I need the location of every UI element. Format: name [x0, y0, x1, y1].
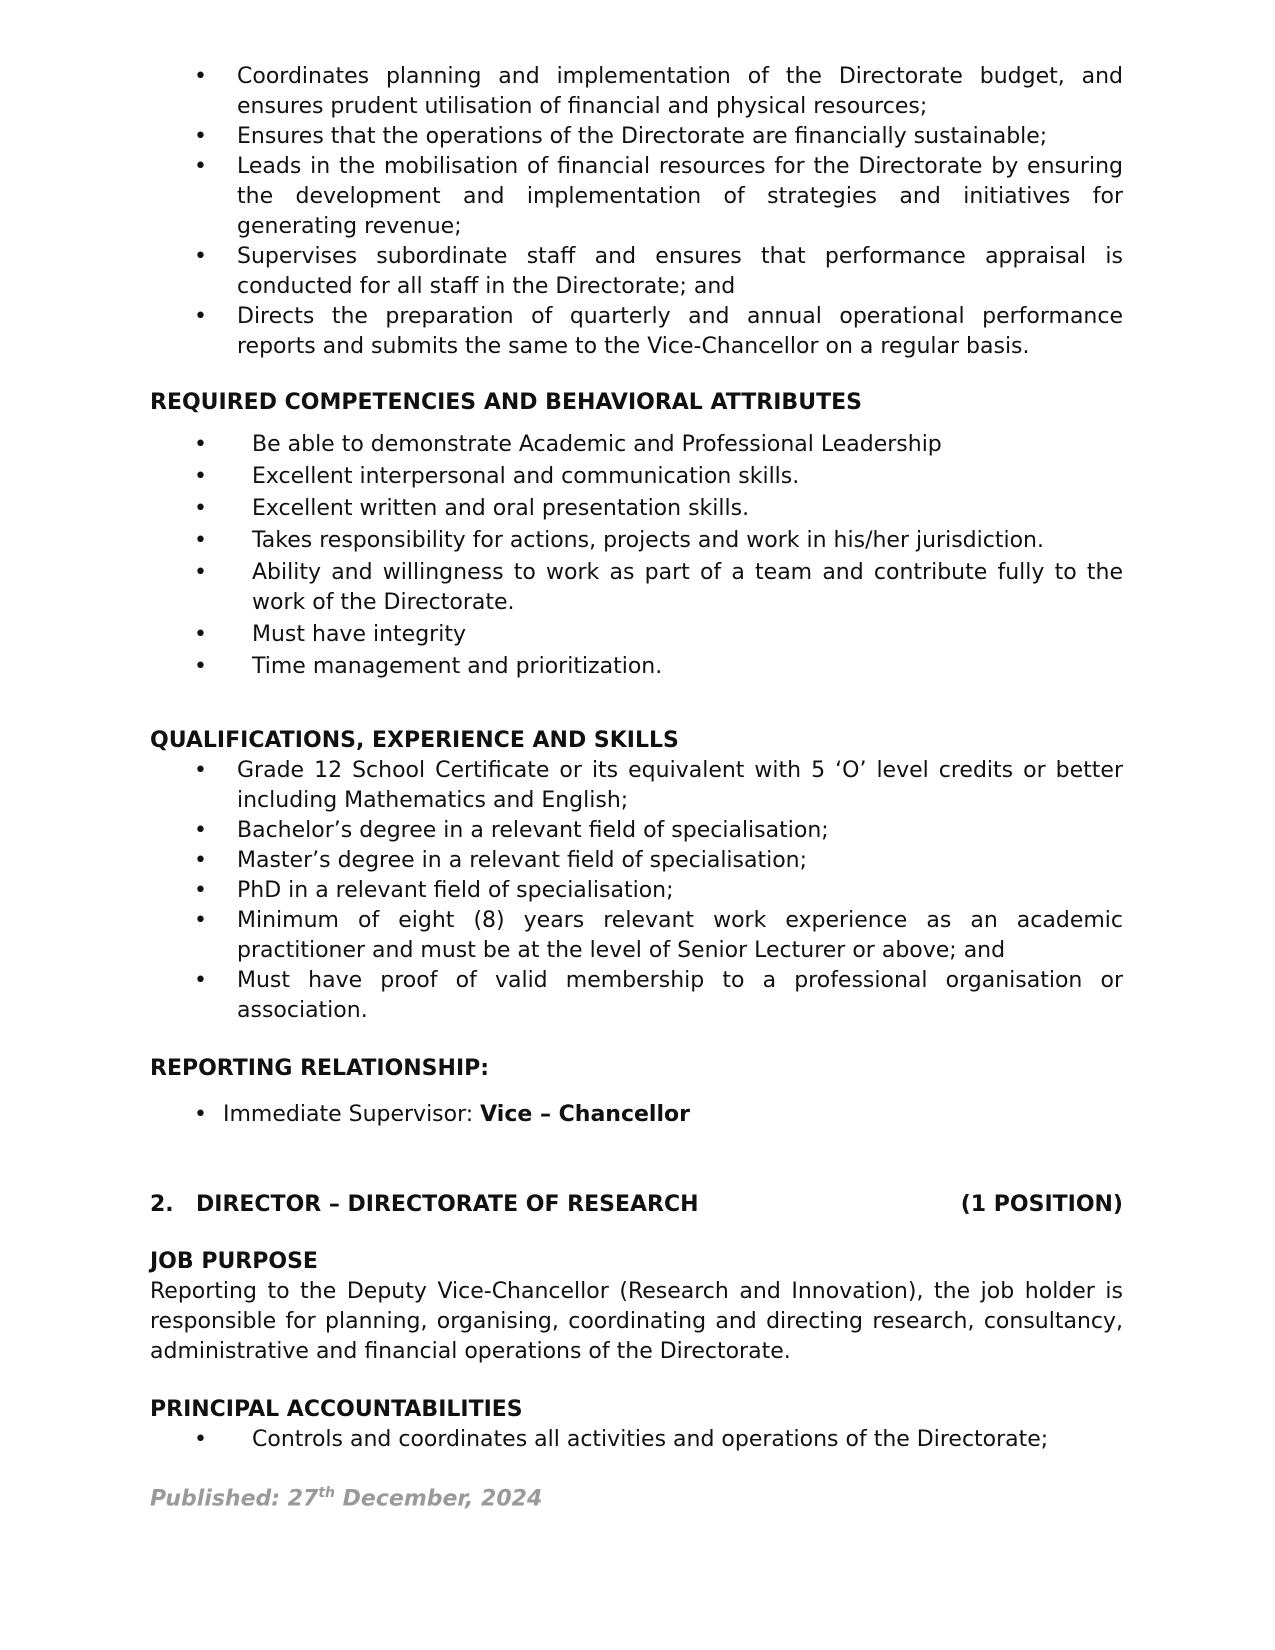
published-footer — [150, 1478, 542, 1514]
footer-suffix: December, 2024 — [335, 1486, 543, 1512]
accountabilities-list — [150, 1425, 1123, 1455]
section-number: 2. — [150, 1192, 174, 1217]
list-item: • Master’s degree in a relevant field of specialisation; — [150, 846, 1123, 876]
list-item: • PhD in a relevant field of specialisation; — [150, 876, 1123, 906]
list-item: • Supervises subordinate staff and ensures that performance appraisal is conducted for all staff in the Directorate; and — [150, 242, 1123, 302]
competencies-list — [150, 430, 1123, 682]
list-item: • Takes responsibility for actions, projects and work in his/her jurisdiction. — [150, 526, 1123, 556]
supervisor-name: Vice – Chancellor — [480, 1102, 690, 1127]
list-item: • Coordinates planning and implementation of the Directorate budget, and ensures prudent utilisation of financial and physical resources; — [150, 62, 1123, 122]
accountabilities-heading: PRINCIPAL ACCOUNTABILITIES — [150, 1397, 523, 1422]
job-purpose-heading: JOB PURPOSE — [150, 1249, 318, 1274]
section-title-text: DIRECTOR – DIRECTORATE OF RESEARCH — [196, 1192, 699, 1217]
competencies-heading: REQUIRED COMPETENCIES AND BEHAVIORAL ATTRIBUTES — [150, 390, 862, 415]
list-item: • Excellent interpersonal and communication skills. — [150, 462, 1123, 492]
list-item: • Directs the preparation of quarterly and annual operational performance reports and submits the same to the Vice-Chancellor on a regular basis. — [150, 302, 1123, 362]
list-item: • Time management and prioritization. — [150, 652, 1123, 682]
list-item: • Be able to demonstrate Academic and Professional Leadership — [150, 430, 1123, 460]
list-item: • Controls and coordinates all activities and operations of the Directorate; — [150, 1425, 1123, 1455]
intro-bullet-list — [150, 62, 1123, 362]
reporting-heading: REPORTING RELATIONSHIP: — [150, 1056, 490, 1081]
footer-superscript: th — [318, 1485, 336, 1501]
list-item: • Excellent written and oral presentation skills. — [150, 494, 1123, 524]
list-item: • Ensures that the operations of the Directorate are financially sustainable; — [150, 122, 1123, 152]
document-page — [150, 62, 1123, 1457]
section-title-row — [150, 1190, 1123, 1220]
list-item: • Ability and willingness to work as part of a team and contribute fully to the work of the Directorate. — [150, 558, 1123, 618]
supervisor-item — [150, 1100, 1123, 1130]
footer-prefix: Published: 27 — [150, 1486, 319, 1512]
position-count: (1 POSITION) — [960, 1192, 1123, 1217]
job-purpose-text: Reporting to the Deputy Vice-Chancellor (Research and Innovation), the job holder is responsible for planning, organising, coordinating and directing research, consultancy, administrative and financial operations of the Directorate. — [150, 1279, 1123, 1364]
list-item: • Minimum of eight (8) years relevant work experience as an academic practitioner and must be at the level of Senior Lecturer or above; and — [150, 906, 1123, 966]
list-item: • Bachelor’s degree in a relevant field of specialisation; — [150, 816, 1123, 846]
qualifications-heading: QUALIFICATIONS, EXPERIENCE AND SKILLS — [150, 728, 679, 753]
qualifications-list — [150, 756, 1123, 1026]
list-item: • Must have proof of valid membership to a professional organisation or association. — [150, 966, 1123, 1026]
section-title — [150, 1190, 699, 1220]
supervisor-label: Immediate Supervisor: — [223, 1102, 481, 1127]
list-item: • Leads in the mobilisation of financial resources for the Directorate by ensuring the development and implementation of strategies and initiatives for generating revenue; — [150, 152, 1123, 242]
list-item: • Must have integrity — [150, 620, 1123, 650]
list-item: • Grade 12 School Certificate or its equivalent with 5 ‘O’ level credits or better including Mathematics and English; — [150, 756, 1123, 816]
